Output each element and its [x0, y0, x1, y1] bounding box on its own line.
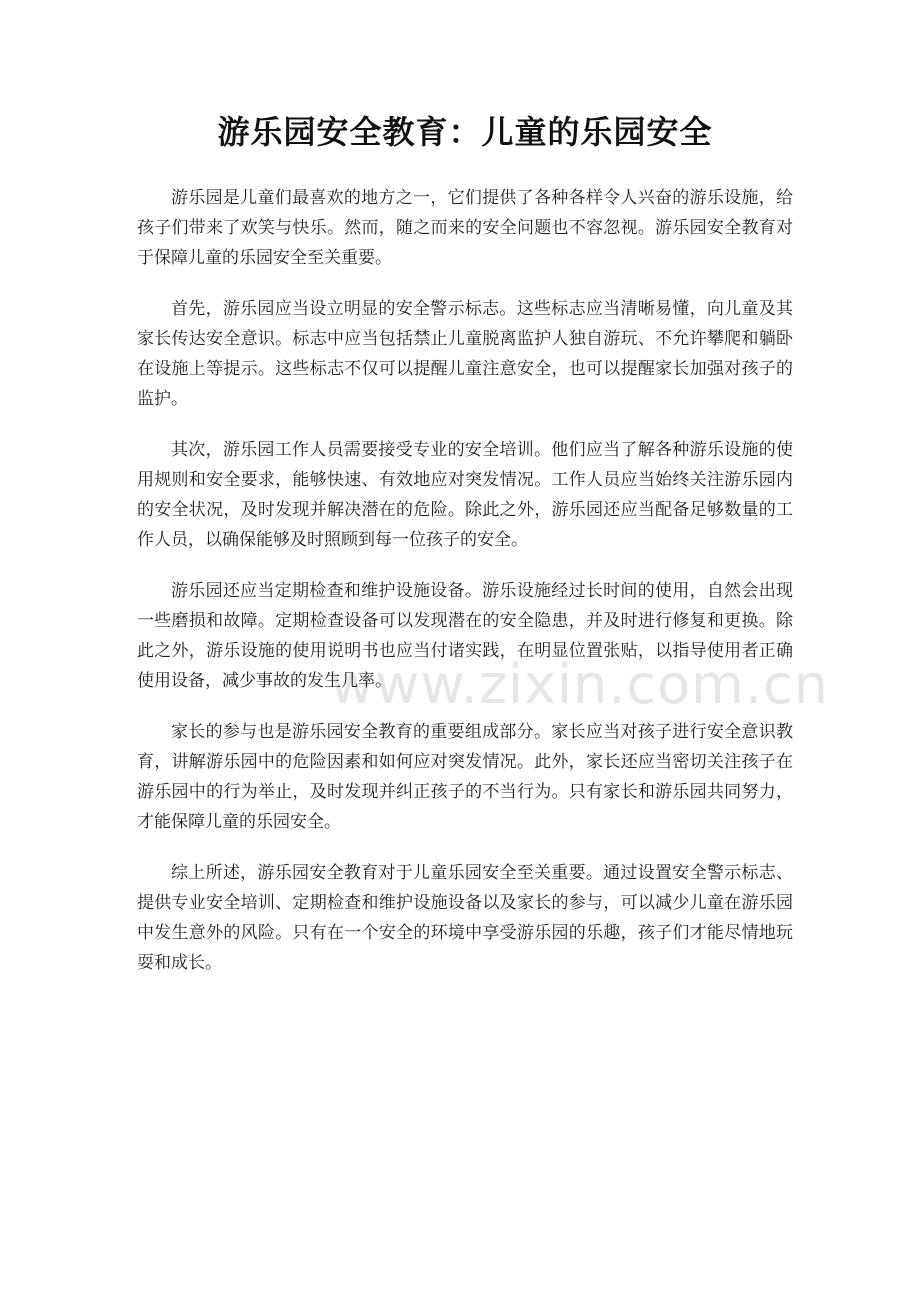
paragraph-staff-training: 其次，游乐园工作人员需要接受专业的安全培训。他们应当了解各种游乐设施的使用规则和安全要求，能够快速、有效地应对突发情况。工作人员应当始终关注游乐园内的安全状况，及时发现并解决潜在的危险。除此之外，游乐园还应当配备足够数量的工作人员，以确保能够及时照顾到每一位孩子的安全。	[137, 440, 793, 550]
paragraph-conclusion: 综上所述，游乐园安全教育对于儿童乐园安全至关重要。通过设置安全警示标志、提供专业安全培训、定期检查和维护设施设备以及家长的参与，可以减少儿童在游乐园中发生意外的风险。只有在一个安全的环境中享受游乐园的乐趣，孩子们才能尽情地玩耍和成长。	[137, 863, 793, 973]
paragraph-intro: 游乐园是儿童们最喜欢的地方之一，它们提供了各种各样令人兴奋的游乐设施，给孩子们带来了欢笑与快乐。然而，随之而来的安全问题也不容忽视。游乐园安全教育对于保障儿童的乐园安全至关重要。	[137, 188, 793, 268]
paragraph-parent-involvement: 家长的参与也是游乐园安全教育的重要组成部分。家长应当对孩子进行安全意识教育，讲解游乐园中的危险因素和如何应对突发情况。此外，家长还应当密切关注孩子在游乐园中的行为举止，及时发现并纠正孩子的不当行为。只有家长和游乐园共同努力，才能保障儿童的乐园安全。	[137, 722, 793, 832]
watermark: www.zixin.com.cn	[330, 653, 829, 716]
document-title: 游乐园安全教育：儿童的乐园安全	[217, 113, 713, 151]
paragraph-equipment-maintenance: 游乐园还应当定期检查和维护设施设备。游乐设施经过长时间的使用，自然会出现一些磨损和故障。定期检查设备可以发现潜在的安全隐患，并及时进行修复和更换。除此之外，游乐设施的使用说明书也应当付诸实践，在明显位置张贴，以指导使用者正确使用设备，减少事故的发生几率。	[137, 581, 793, 691]
document-body	[137, 183, 793, 978]
document-page	[0, 108, 920, 1299]
paragraph-warning-signs: 首先，游乐园应当设立明显的安全警示标志。这些标志应当清晰易懂，向儿童及其家长传达安全意识。标志中应当包括禁止儿童脱离监护人独自游玩、不允许攀爬和躺卧在设施上等提示。这些标志不仅可以提醒儿童注意安全，也可以提醒家长加强对孩子的监护。	[137, 299, 793, 409]
